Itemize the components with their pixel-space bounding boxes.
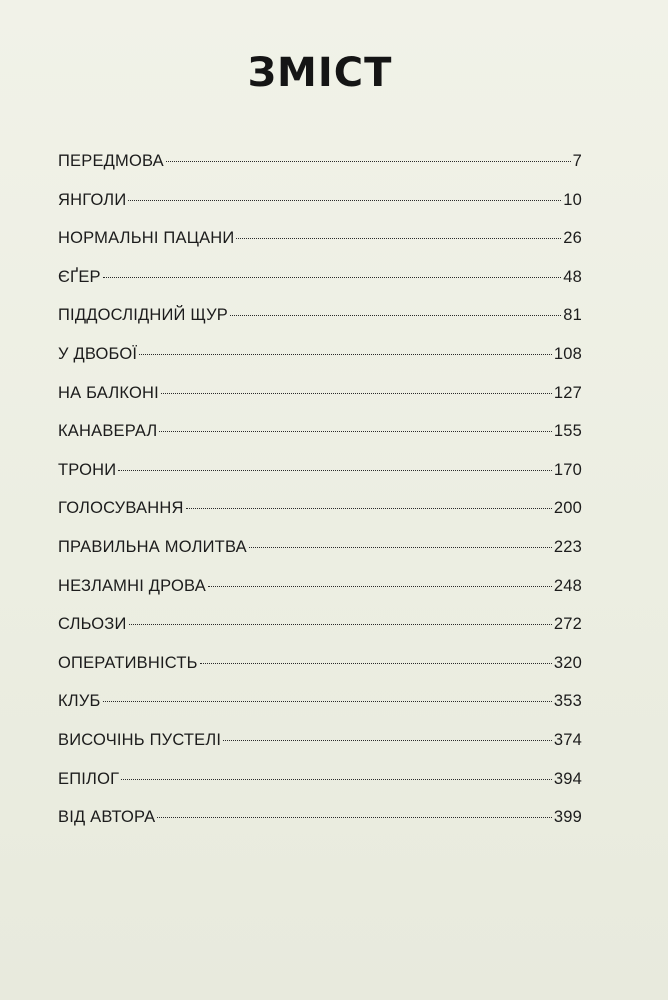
toc-entry [58,142,582,181]
toc-page-number: 127 [553,383,582,402]
dot-leader [129,624,552,625]
toc-entry-title: ЕПІЛОГ [58,769,120,788]
toc-page-number: 108 [553,344,582,363]
toc-page-number: 223 [553,537,582,556]
dot-leader [200,663,552,664]
dot-leader [236,238,561,239]
dot-leader [159,431,551,432]
toc-entry [58,644,582,683]
toc-page-number: 200 [553,499,582,518]
toc-entry-title: У ДВОБОЇ [58,344,138,363]
dot-leader [161,393,552,394]
toc-page-number: 26 [563,229,582,248]
toc-entry [58,296,582,335]
toc-entry-title: НА БАЛКОНІ [58,383,159,402]
toc-entry-title: ГОЛОСУВАННЯ [58,499,184,518]
toc-entry [58,721,582,760]
dot-leader [186,508,552,509]
toc-page-number: 248 [553,576,582,595]
toc-page-number: 353 [553,692,582,711]
toc-entry-title: ПІДДОСЛІДНИЙ ЩУР [58,306,228,325]
toc-page-number: 48 [563,267,582,286]
dot-leader [121,779,552,780]
toc-entry-title: НОРМАЛЬНІ ПАЦАНИ [58,229,235,248]
toc-entry [58,451,582,490]
toc-page-number: 272 [553,615,582,634]
toc-entry-title: ТРОНИ [58,460,117,479]
toc-entry-title: ВИСОЧІНЬ ПУСТЕЛІ [58,730,222,749]
toc-page-number: 81 [563,306,582,325]
table-of-contents [58,142,582,837]
page-title: ЗМІСТ [247,50,393,96]
dot-leader [166,161,571,162]
toc-entry-title: ПЕРЕДМОВА [58,152,164,170]
toc-entry [58,258,582,297]
toc-entry [58,682,582,721]
toc-page-number: 320 [553,653,582,672]
toc-page-number: 155 [553,422,582,441]
dot-leader [118,470,552,471]
toc-page-number: 10 [563,190,582,209]
toc-entry-title: СЛЬОЗИ [58,615,127,634]
toc-entry-title: ПРАВИЛЬНА МОЛИТВА [58,537,247,556]
toc-entry-title: ОПЕРАТИВНІСТЬ [58,653,198,672]
dot-leader [157,817,552,818]
toc-entry-title: ЄҐЕР [58,267,101,286]
toc-entry [58,412,582,451]
dot-leader [103,277,561,278]
toc-entry [58,605,582,644]
dot-leader [128,200,561,201]
dot-leader [230,315,561,316]
dot-leader [208,586,552,587]
toc-entry [58,335,582,374]
dot-leader [249,547,552,548]
toc-entry [58,567,582,606]
toc-entry [58,219,582,258]
toc-page-number: 170 [553,460,582,479]
toc-entry-title: ЯНГОЛИ [58,190,127,209]
toc-entry-title: ВІД АВТОРА [58,808,156,827]
toc-page-number: 374 [553,730,582,749]
toc-entry-title: НЕЗЛАМНІ ДРОВА [58,576,206,595]
dot-leader [139,354,552,355]
toc-entry [58,374,582,413]
toc-page-number: 7 [572,152,582,170]
toc-entry [58,181,582,220]
toc-entry-title: КАНАВЕРАЛ [58,422,158,441]
toc-page-number: 394 [553,769,582,788]
toc-entry [58,528,582,567]
toc-entry [58,489,582,528]
toc-entry [58,798,582,837]
toc-entry-title: КЛУБ [58,692,101,711]
toc-entry [58,760,582,799]
dot-leader [223,740,552,741]
dot-leader [103,701,552,702]
toc-page-number: 399 [553,808,582,827]
